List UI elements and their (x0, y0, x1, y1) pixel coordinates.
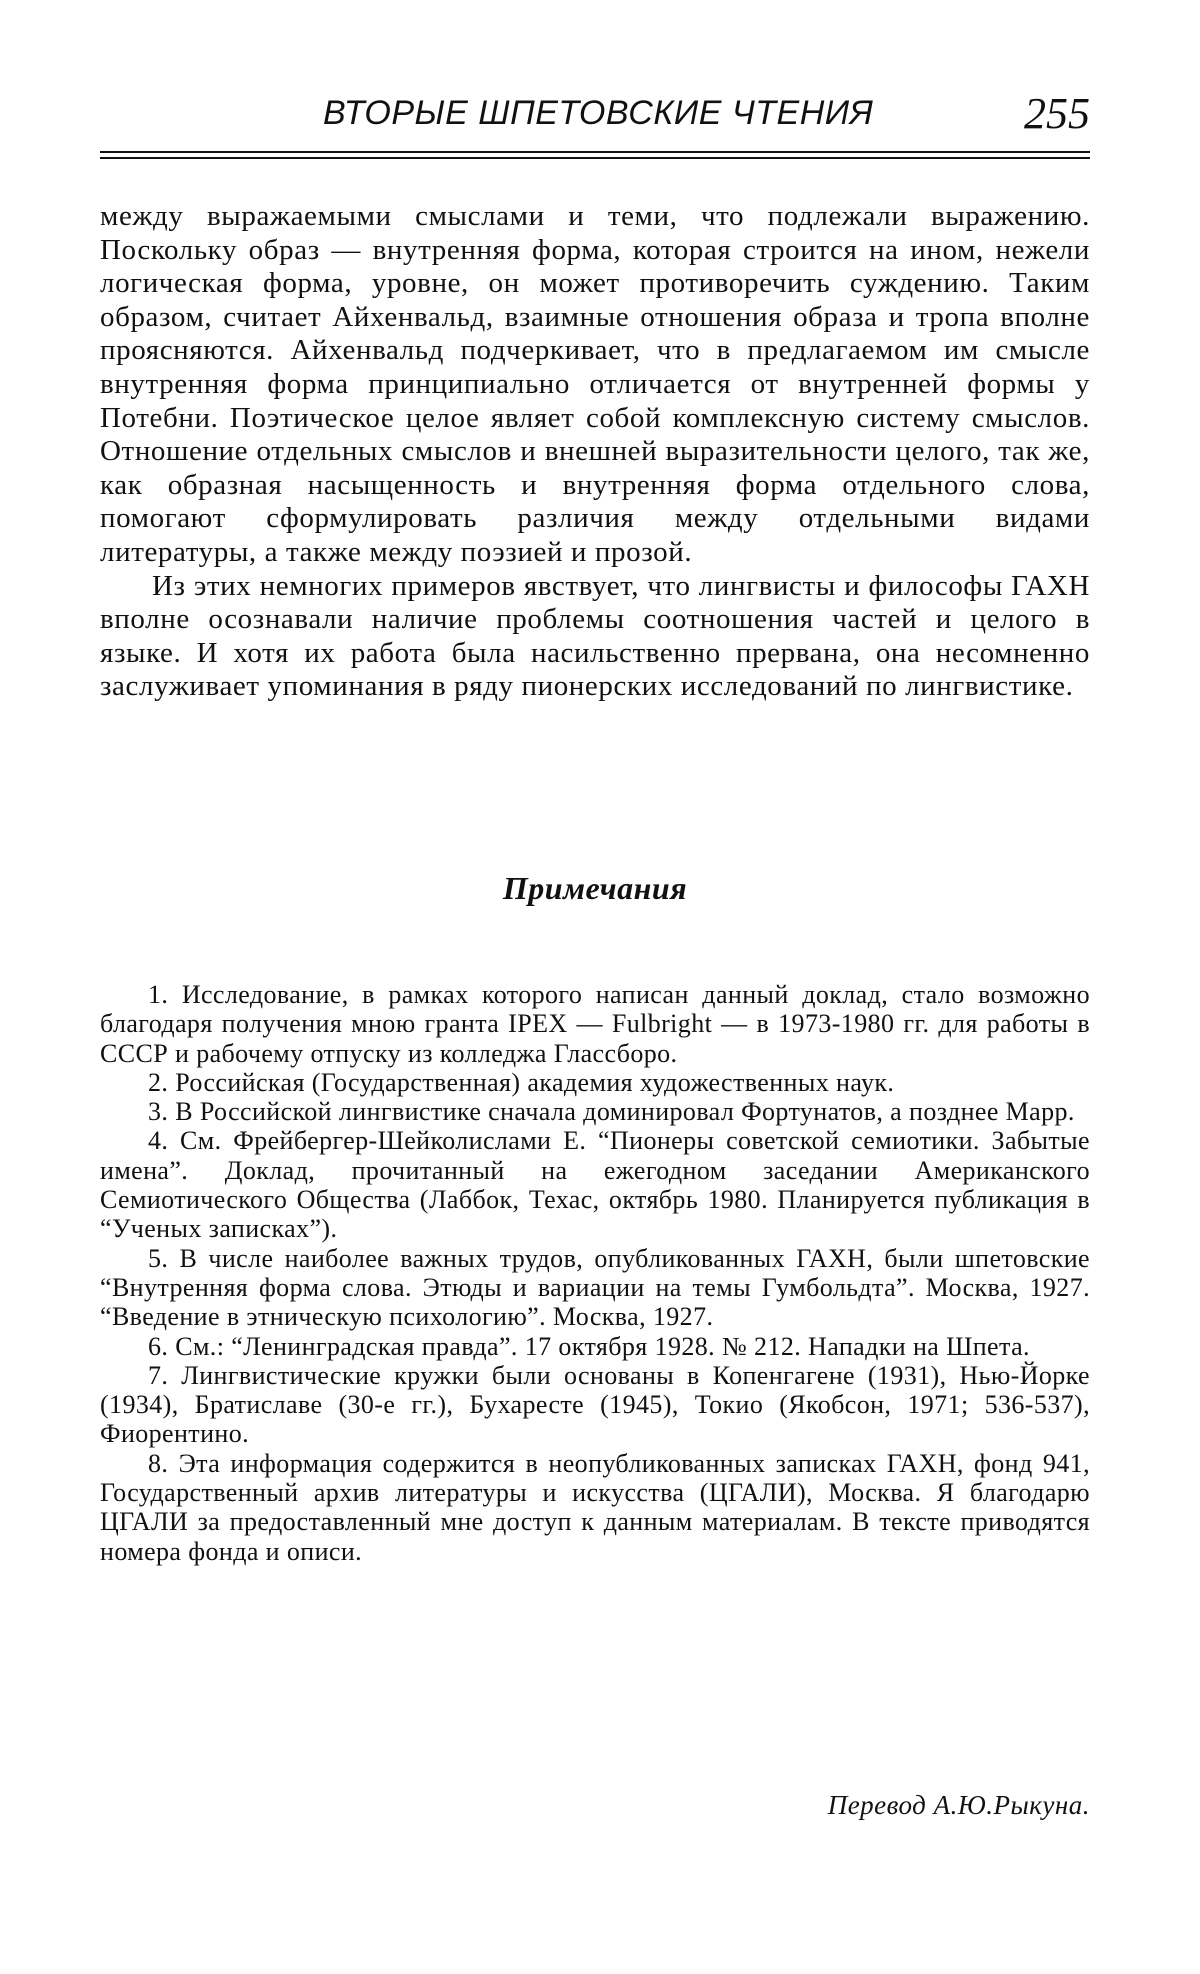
header-rule-top (100, 151, 1090, 153)
body-paragraph: Из этих немногих примеров явствует, что лингвисты и философы ГАХН вполне осознавали наличие проблемы соотношения частей и целого в языке. И хотя их работа была насильственно прервана, она несомненно заслуживает упоминания в ряду пионерских исследований по лингвистике. (100, 569, 1090, 703)
translator-credit: Перевод А.Ю.Рыкуна. (827, 1790, 1090, 1820)
running-head (100, 88, 1090, 148)
note-item: 7. Лингвистические кружки были основаны в Копенгагене (1931), Нью-Йорке (1934), Братиславе (30-е гг.), Бухаресте (1945), Токио (Якобсон, 1971; 536-537), Фиорентино. (100, 1360, 1090, 1449)
page-number: 255 (1024, 89, 1090, 138)
note-item: 5. В числе наиболее важных трудов, опубликованных ГАХН, были шпетовские “Внутренняя форма слова. Этюды и вариации на темы Гумбольдта”. Москва, 1927. “Введение в этническую психологию”. Москва, 1927. (100, 1243, 1090, 1332)
body-text (100, 200, 1090, 704)
note-item: 4. См. Фрейбергер-Шейколислами Е. “Пионеры советской семиотики. Забытые имена”. Доклад, прочитанный на ежегодном заседании Американского Семиотического Общества (Лаббок, Техас, октябрь 1980. Планируется публикация в “Ученых записках”). (100, 1126, 1090, 1244)
body-paragraph: между выражаемыми смыслами и теми, что подлежали выражению. Поскольку образ — внутренняя форма, которая строится на ином, нежели логическая форма, уровне, он может противоречить суждению. Таким образом, считает Айхенвальд, взаимные отношения образа и тропа вполне проясняются. Айхенвальд подчеркивает, что в предлагаемом им смысле внутренняя форма принципиально отличается от внутренней формы у Потебни. Поэтическое целое являет собой комплексную систему смыслов. Отношение отдельных смыслов и внешней выразительности целого, так же, как образная насыщенность и внутренняя форма отдельного слова, помогают сформулировать различия между отдельными видами литературы, а также между поэзией и прозой. (100, 200, 1090, 568)
notes-heading: Примечания (502, 870, 688, 906)
running-title: ВТОРЫЕ ШПЕТОВСКИЕ ЧТЕНИЯ (323, 94, 874, 132)
note-item: 3. В Российской лингвистике сначала доминировал Фортунатов, а позднее Марр. (148, 1097, 1075, 1127)
note-item: 2. Российская (Государственная) академия художественных наук. (148, 1067, 895, 1097)
note-item: 1. Исследование, в рамках которого написан данный доклад, стало возможно благодаря получения мною гранта IPEX — Fulbright — в 1973-1980 гг. для работы в СССР и рабочему отпуску из колледжа Глассборо. (100, 980, 1090, 1068)
notes-list (100, 980, 1090, 1566)
note-item: 8. Эта информация содержится в неопубликованных записках ГАХН, фонд 941, Государственный архив литературы и искусства (ЦГАЛИ), Москва. Я благодарю ЦГАЛИ за предоставленный мне доступ к данным материалам. В тексте приводятся номера фонда и описи. (100, 1448, 1090, 1566)
note-item: 6. См.: “Ленинградская правда”. 17 октября 1928. № 212. Нападки на Шпета. (148, 1331, 1030, 1361)
header-rule-bottom (100, 157, 1090, 159)
